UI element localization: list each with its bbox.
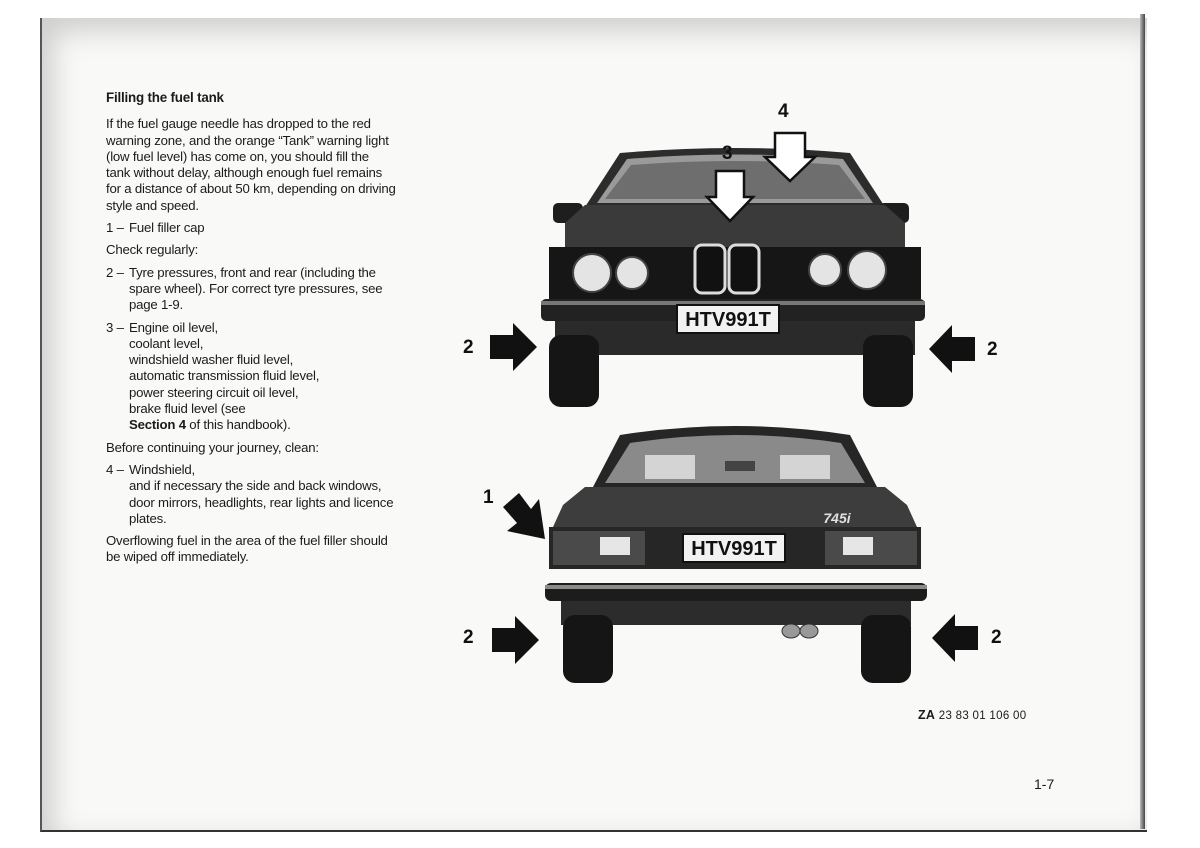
ref-number: 23 83 01 106 00 bbox=[938, 710, 1027, 722]
check-regularly-text: Check regularly: bbox=[106, 242, 199, 258]
car-front-view bbox=[490, 133, 975, 407]
callout-2-front-left: 2 bbox=[463, 337, 474, 358]
car-illustration bbox=[445, 95, 1045, 695]
item-number: 2 – bbox=[106, 264, 124, 280]
check-line: windshield washer fluid level, bbox=[129, 352, 294, 368]
check-line: Engine oil level, bbox=[129, 319, 218, 335]
intro-paragraph: If the fuel gauge needle has dropped to the red warning zone, and the orange “Tank” warning light (low fuel level) has come on, you should fill the tank without delay, although enough fuel remains for a distance of about 50 km, depending on driving style and speed. bbox=[106, 116, 396, 213]
item-text: Fuel filler cap bbox=[129, 220, 205, 236]
item-number: 1 – bbox=[106, 220, 124, 236]
rear-plate-text: HTV991T bbox=[691, 538, 777, 560]
check-line: coolant level, bbox=[129, 335, 204, 351]
car-figure bbox=[445, 95, 1045, 695]
callout-2-rear-right: 2 bbox=[991, 627, 1002, 648]
item-text: Tyre pressures, front and rear (including the spare wheel). For correct tyre pressures, see page 1-9. bbox=[129, 264, 383, 313]
check-line: automatic transmission fluid level, bbox=[129, 368, 320, 384]
page-number: 1-7 bbox=[1034, 776, 1055, 792]
item-text bbox=[129, 462, 396, 527]
list-item-3 bbox=[106, 320, 396, 434]
list-item-2 bbox=[106, 265, 396, 314]
list-item-4 bbox=[106, 462, 396, 527]
page-edge-shadow bbox=[1140, 14, 1145, 829]
ref-prefix: ZA bbox=[918, 708, 936, 722]
item-number: 4 – bbox=[106, 461, 124, 477]
front-plate-text: HTV991T bbox=[685, 309, 771, 331]
item-number: 3 – bbox=[106, 319, 124, 335]
item-text bbox=[129, 320, 396, 434]
item-rest: and if necessary the side and back windows, door mirrors, headlights, rear lights and licence plates. bbox=[129, 478, 394, 526]
callout-4: 4 bbox=[778, 101, 789, 122]
section-heading: Filling the fuel tank bbox=[106, 90, 224, 105]
list-item-1 bbox=[106, 220, 396, 236]
car-rear-view bbox=[492, 426, 978, 683]
section-ref-tail: of this handbook). bbox=[185, 417, 291, 433]
section-ref-line bbox=[129, 417, 396, 433]
check-line: power steering circuit oil level, bbox=[129, 384, 299, 400]
figure-reference-code bbox=[918, 708, 1026, 722]
callout-2-rear-left: 2 bbox=[463, 627, 474, 648]
rear-badge-text: 745i bbox=[823, 510, 851, 526]
before-continuing-text: Before continuing your journey, clean: bbox=[106, 439, 319, 455]
check-line: brake fluid level (see bbox=[129, 401, 246, 417]
section-ref: Section 4 bbox=[129, 417, 186, 433]
item-first-line: Windshield, bbox=[129, 461, 195, 477]
callout-3: 3 bbox=[722, 143, 733, 164]
callout-1: 1 bbox=[483, 487, 494, 508]
overflow-note: Overflowing fuel in the area of the fuel filler should be wiped off immediately. bbox=[106, 533, 388, 565]
text-column bbox=[106, 90, 396, 572]
callout-2-front-right: 2 bbox=[987, 339, 998, 360]
